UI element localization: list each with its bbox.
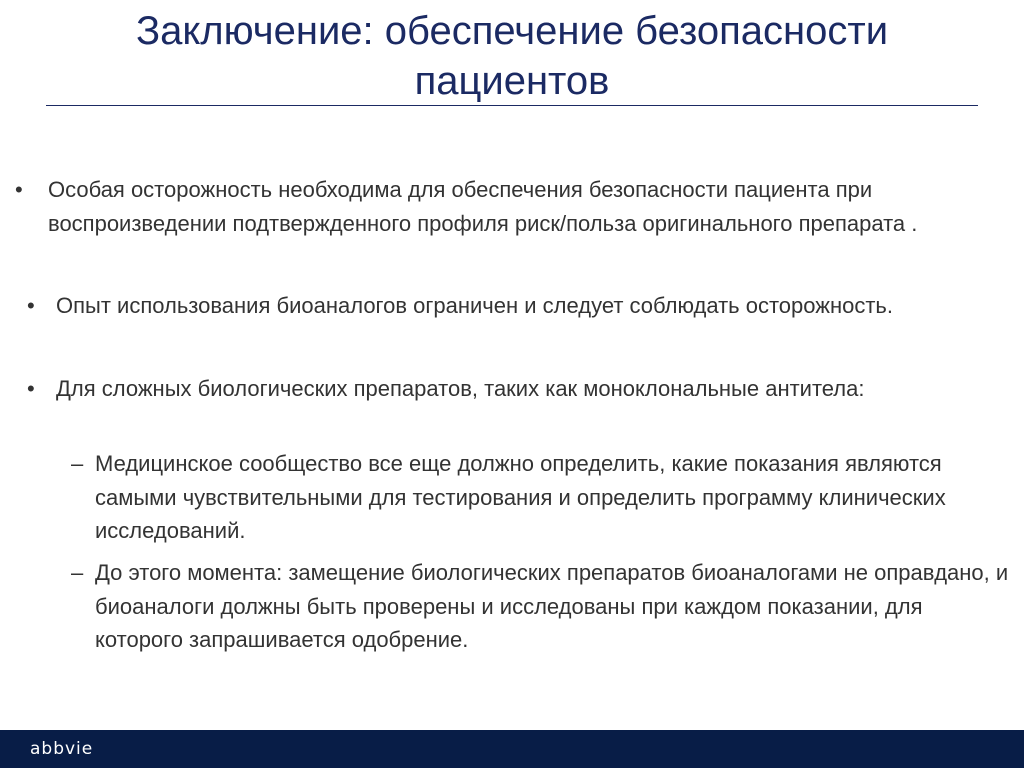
slide-title: Заключение: обеспечение безопасности пациентов [135,9,889,103]
bullet-marker: • [15,177,23,202]
bullet-marker: • [27,293,35,318]
sub-bullet-item [71,556,1010,657]
bullet-text: Опыт использования биоаналогов ограничен и следует соблюдать осторожность. [56,293,893,318]
bullet-item [27,289,906,323]
bullet-marker: • [27,376,35,401]
bullet-text: Особая осторожность необходима для обеспечения безопасности пациента при воспроизведении подтвержденного профиля риск/польза оригинального препарата . [48,177,918,236]
abbvie-logo: abbvie [30,739,94,759]
bullet-text: Для сложных биологических препаратов, таких как моноклональные антитела: [56,376,865,401]
bullet-item [27,372,906,406]
sub-bullet-item [71,447,1000,548]
dash-marker: – [71,560,84,585]
sub-bullet-text: Медицинское сообщество все еще должно определить, какие показания являются самыми чувствительными для тестирования и определить программу клинических исследований. [95,451,946,543]
sub-bullet-text: До этого момента: замещение биологических препаратов биоаналогами не оправдано, и биоаналоги должны быть проверены и исследованы при каждом показании, для которого запрашивается одобрение. [95,560,1009,652]
bullet-item [15,173,1008,240]
dash-marker: – [71,451,84,476]
footer-bar [0,730,1024,768]
